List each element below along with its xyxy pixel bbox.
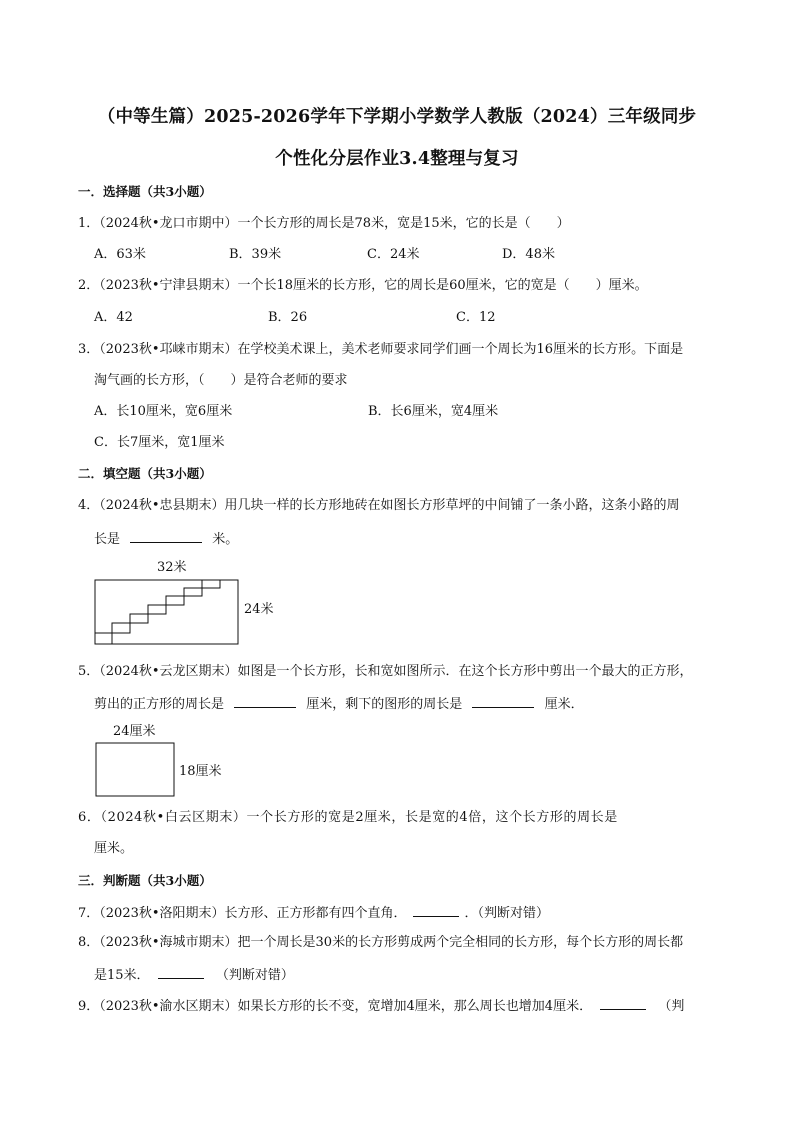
section-heading-judge: 三．判断题（共3小题） [78, 873, 212, 888]
q4-prefix: 长是 [94, 532, 121, 547]
question-8-line2 [94, 966, 294, 984]
q2-option-b: B．26 [268, 310, 308, 325]
q4-answer-blank[interactable] [130, 530, 202, 543]
page-title-line1: （中等生篇）2025-2026学年下学期小学数学人教版（2024）三年级同步 [97, 107, 697, 127]
q7-answer-blank[interactable] [413, 904, 459, 917]
question-4-line1: 4．（2024秋•忠县期末）用几块一样的长方形地砖在如图长方形草坪的中间铺了一条小路，这条小路的周 [78, 498, 680, 513]
q9-answer-blank[interactable] [600, 997, 646, 1010]
q3-option-b: B．长6厘米，宽4厘米 [368, 404, 499, 419]
question-9-text [78, 997, 684, 1015]
q1-option-c: C．24米 [367, 247, 420, 262]
question-3-line1: 3．（2023秋•邛崃市期末）在学校美术课上，美术老师要求同学们画一个周长为16厘米的长方形。下面是 [78, 342, 684, 357]
question-8-line1: 8．（2023秋•海城市期末）把一个周长是30米的长方形剪成两个完全相同的长方形，每个长方形的周长都 [78, 935, 684, 950]
q8-answer-blank[interactable] [158, 966, 204, 979]
question-4-line2 [94, 530, 238, 548]
q3-option-a: A．长10厘米，宽6厘米 [94, 404, 233, 419]
question-3-line2: 淘气画的长方形，（ ）是符合老师的要求 [94, 373, 348, 388]
q2-option-a: A．42 [94, 310, 133, 325]
q4-path-lower-edge [112, 580, 238, 644]
q5-part-c: 厘米． [544, 697, 584, 712]
q5-answer-blank-1[interactable] [234, 695, 296, 708]
q4-suffix: 米。 [212, 532, 239, 547]
q7-suffix: ．（判断对错） [464, 906, 550, 921]
q5-figure-side-label: 18厘米 [179, 764, 222, 779]
q5-figure-top-label: 24厘米 [113, 724, 156, 739]
question-5-line2 [94, 695, 584, 713]
q5-answer-blank-2[interactable] [472, 695, 534, 708]
q3-option-c: C．长7厘米，宽1厘米 [94, 435, 225, 450]
q1-option-b: B．39米 [229, 247, 282, 262]
section-heading-fill: 二．填空题（共3小题） [78, 466, 212, 481]
question-7-text [78, 904, 549, 922]
q9-prefix: 9．（2023秋•渝水区期末）如果长方形的长不变，宽增加4厘米，那么周长也增加4厘米． [78, 999, 593, 1014]
q5-part-b: 厘米，剩下的图形的周长是 [306, 697, 463, 712]
q1-option-d: D．48米 [502, 247, 555, 262]
question-6-line2: 厘米。 [94, 841, 134, 856]
q4-lawn-rectangle [95, 580, 238, 644]
q4-path-upper-edge [95, 580, 220, 633]
q9-suffix: （判 [658, 999, 685, 1014]
q4-figure-side-label: 24米 [244, 602, 274, 617]
q8-suffix: （判断对错） [215, 968, 294, 983]
q5-rectangle [96, 743, 174, 796]
question-2-text: 2．（2023秋•宁津县期末）一个长18厘米的长方形，它的周长是60厘米，它的宽是（ ）厘米。 [78, 278, 648, 293]
page-title-line2: 个性化分层作业3.4整理与复习 [275, 149, 519, 169]
section-heading-choice: 一．选择题（共3小题） [78, 184, 212, 199]
q4-figure-top-label: 32米 [157, 560, 187, 575]
question-1-text: 1．（2024秋•龙口市期中）一个长方形的周长是78米，宽是15米，它的长是（ ） [78, 216, 570, 231]
q8-prefix: 是15米． [94, 968, 150, 983]
question-6-line1: 6．（2024秋•白云区期末）一个长方形的宽是2厘米，长是宽的4倍，这个长方形的周长是 [78, 810, 618, 825]
q5-part-a: 剪出的正方形的周长是 [94, 697, 225, 712]
q1-option-a: A．63米 [94, 247, 146, 262]
question-5-line1: 5．（2024秋•云龙区期末）如图是一个长方形，长和宽如图所示．在这个长方形中剪出一个最大的正方形， [78, 664, 693, 679]
q2-option-c: C．12 [456, 310, 496, 325]
q7-prefix: 7．（2023秋•洛阳期末）长方形、正方形都有四个直角． [78, 906, 407, 921]
